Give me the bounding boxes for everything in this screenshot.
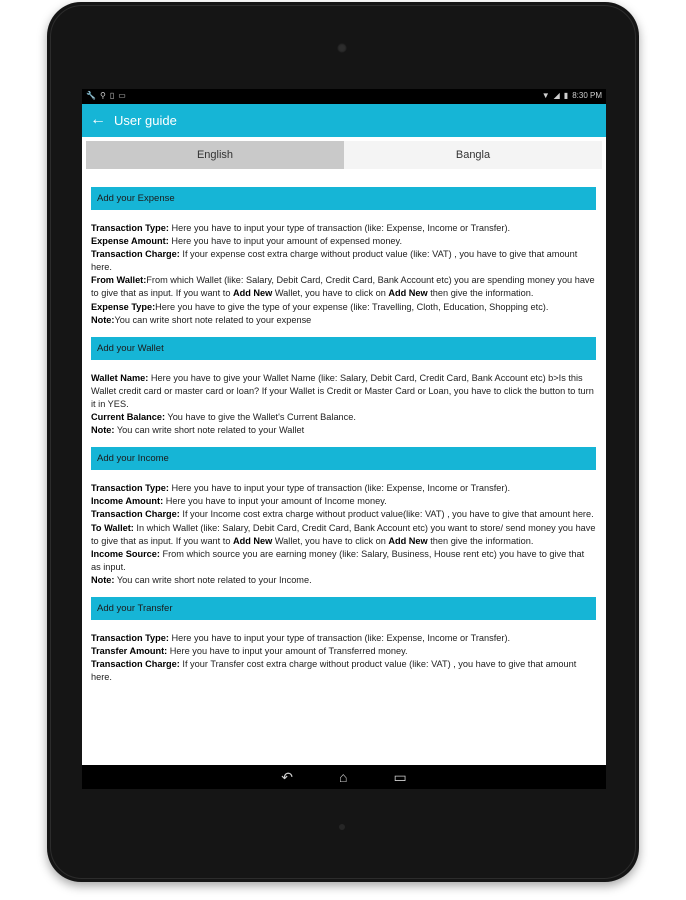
item-text: Here you have to input your amount of Income money. bbox=[163, 496, 387, 507]
item-text: then give the information. bbox=[427, 535, 534, 546]
guide-item bbox=[91, 301, 596, 314]
page-title: User guide bbox=[114, 113, 177, 128]
screen bbox=[82, 89, 606, 789]
guide-item bbox=[91, 508, 596, 521]
tab-english[interactable]: English bbox=[86, 141, 344, 169]
section-header: Add your Expense bbox=[91, 187, 596, 210]
item-text: If your Income cost extra charge without product value(like: VAT) , you have to give that amount here. bbox=[179, 509, 594, 520]
section-header: Add your Income bbox=[91, 447, 596, 470]
item-label: Transaction Charge: bbox=[91, 509, 180, 520]
guide-item bbox=[91, 522, 596, 548]
section-header: Add your Wallet bbox=[91, 337, 596, 360]
language-tabs bbox=[86, 141, 602, 169]
guide-item bbox=[91, 645, 596, 658]
item-text: Here you have to input your amount of Transferred money. bbox=[167, 646, 408, 657]
item-text: Wallet, you have to click on bbox=[272, 288, 389, 299]
item-text: You can write short note related to your Income. bbox=[114, 574, 312, 585]
navigation-bar bbox=[82, 765, 606, 789]
guide-section bbox=[91, 187, 596, 327]
item-label: Expense Amount: bbox=[91, 236, 169, 247]
notification-icons bbox=[86, 91, 126, 101]
item-label: Transfer Amount: bbox=[91, 646, 168, 657]
item-label: Transaction Charge: bbox=[91, 249, 180, 260]
item-text: From which Wallet (like: Salary, Debit Card, Credit Card, Bank Account etc) you are spending money you have to give that as input. If you want to bbox=[91, 275, 595, 299]
item-text: Here you have to input your amount of expensed money. bbox=[168, 236, 402, 247]
battery-icon: ▮ bbox=[563, 91, 569, 100]
item-label: Add New bbox=[388, 535, 428, 546]
sd-card-icon: ▯ bbox=[109, 91, 115, 100]
item-label: Transaction Type: bbox=[91, 223, 169, 233]
guide-item bbox=[91, 632, 596, 645]
nav-back-icon[interactable]: ↶ bbox=[281, 769, 294, 785]
item-label: Income Amount: bbox=[91, 496, 164, 507]
guide-item bbox=[91, 314, 596, 327]
item-text: then give the information. bbox=[427, 288, 534, 299]
item-label: Expense Type: bbox=[91, 301, 156, 312]
item-text: From which source you are earning money (like: Salary, Business, House rent etc) you have to give that as input. bbox=[91, 548, 585, 572]
guide-section bbox=[91, 447, 596, 587]
guide-item bbox=[91, 482, 596, 495]
front-camera bbox=[337, 43, 347, 53]
light-sensor bbox=[339, 824, 345, 830]
usb-icon: ⚲ bbox=[99, 91, 106, 100]
clock: 8:30 PM bbox=[572, 91, 602, 100]
app-bar bbox=[82, 104, 606, 137]
back-arrow-icon[interactable]: ← bbox=[90, 111, 106, 128]
item-label: Add New bbox=[232, 288, 273, 299]
item-text: In which Wallet (like: Salary, Debit Card, Credit Card, Bank Account etc) you want to store/ send money you have to give that as input. If you want to bbox=[91, 522, 596, 546]
screenshot-icon: ▭ bbox=[118, 91, 126, 100]
item-label: From Wallet: bbox=[91, 275, 147, 286]
guide-content[interactable] bbox=[91, 187, 596, 765]
item-text: You have to give the Wallet's Current Balance. bbox=[165, 412, 356, 423]
system-icons bbox=[542, 91, 602, 101]
guide-item bbox=[91, 248, 596, 274]
item-label: Current Balance: bbox=[91, 412, 166, 423]
guide-item bbox=[91, 222, 596, 235]
item-text: Wallet, you have to click on bbox=[272, 535, 389, 546]
signal-icon: ◢ bbox=[553, 91, 560, 100]
tab-bangla[interactable]: Bangla bbox=[455, 149, 491, 161]
item-label: Note: bbox=[91, 574, 115, 585]
guide-item bbox=[91, 658, 596, 684]
item-label: To Wallet: bbox=[91, 522, 134, 533]
item-text: Here you have to input your type of transaction (like: Expense, Income or Transfer). bbox=[168, 632, 511, 643]
guide-item bbox=[91, 574, 596, 587]
section-header: Add your Transfer bbox=[91, 597, 596, 620]
item-label: Add New bbox=[388, 288, 428, 299]
item-text: If your Transfer cost extra charge without product value (like: VAT) , you have to give that amount here. bbox=[91, 659, 577, 683]
item-label: Wallet Name: bbox=[91, 372, 149, 383]
guide-item bbox=[91, 495, 596, 508]
item-label: Transaction Type: bbox=[91, 483, 169, 494]
item-label: Transaction Type: bbox=[91, 632, 169, 643]
item-label: Note: bbox=[91, 425, 115, 436]
item-text: You can write short note related to your expense bbox=[114, 314, 312, 325]
guide-section bbox=[91, 597, 596, 684]
status-bar bbox=[82, 89, 606, 104]
item-label: Note: bbox=[91, 314, 115, 325]
item-text: Here you have to input your type of transaction (like: Expense, Income or Transfer). bbox=[168, 483, 511, 494]
item-text: Here you have to give the type of your expense (like: Travelling, Cloth, Education, Shopping etc). bbox=[155, 301, 549, 312]
item-text: You can write short note related to your Wallet bbox=[114, 425, 305, 436]
item-label: Income Source: bbox=[91, 548, 160, 559]
guide-item bbox=[91, 411, 596, 424]
guide-item bbox=[91, 372, 596, 411]
item-text: If your expense cost extra charge without product value (like: VAT) , you have to give that amount here. bbox=[91, 249, 578, 273]
nav-recents-icon[interactable]: ▭ bbox=[393, 769, 407, 785]
item-text: Here you have to give your Wallet Name (like: Salary, Debit Card, Credit Card, Bank Account etc) b>Is this Wallet credit card or master card or loan? If your Wallet is Credit or Master Card or Loan, you have to click the button to turn it in YES. bbox=[91, 372, 594, 409]
wrench-icon: 🔧 bbox=[86, 91, 96, 100]
item-label: Add New bbox=[232, 535, 273, 546]
guide-item bbox=[91, 424, 596, 437]
wifi-icon: ▼ bbox=[541, 91, 550, 100]
item-text: Here you have to input your type of transaction (like: Expense, Income or Transfer). bbox=[168, 223, 511, 233]
guide-item bbox=[91, 235, 596, 248]
guide-item bbox=[91, 548, 596, 574]
nav-home-icon[interactable]: ⌂ bbox=[339, 769, 348, 785]
item-label: Transaction Charge: bbox=[91, 659, 180, 670]
guide-section bbox=[91, 337, 596, 437]
guide-item bbox=[91, 274, 596, 300]
